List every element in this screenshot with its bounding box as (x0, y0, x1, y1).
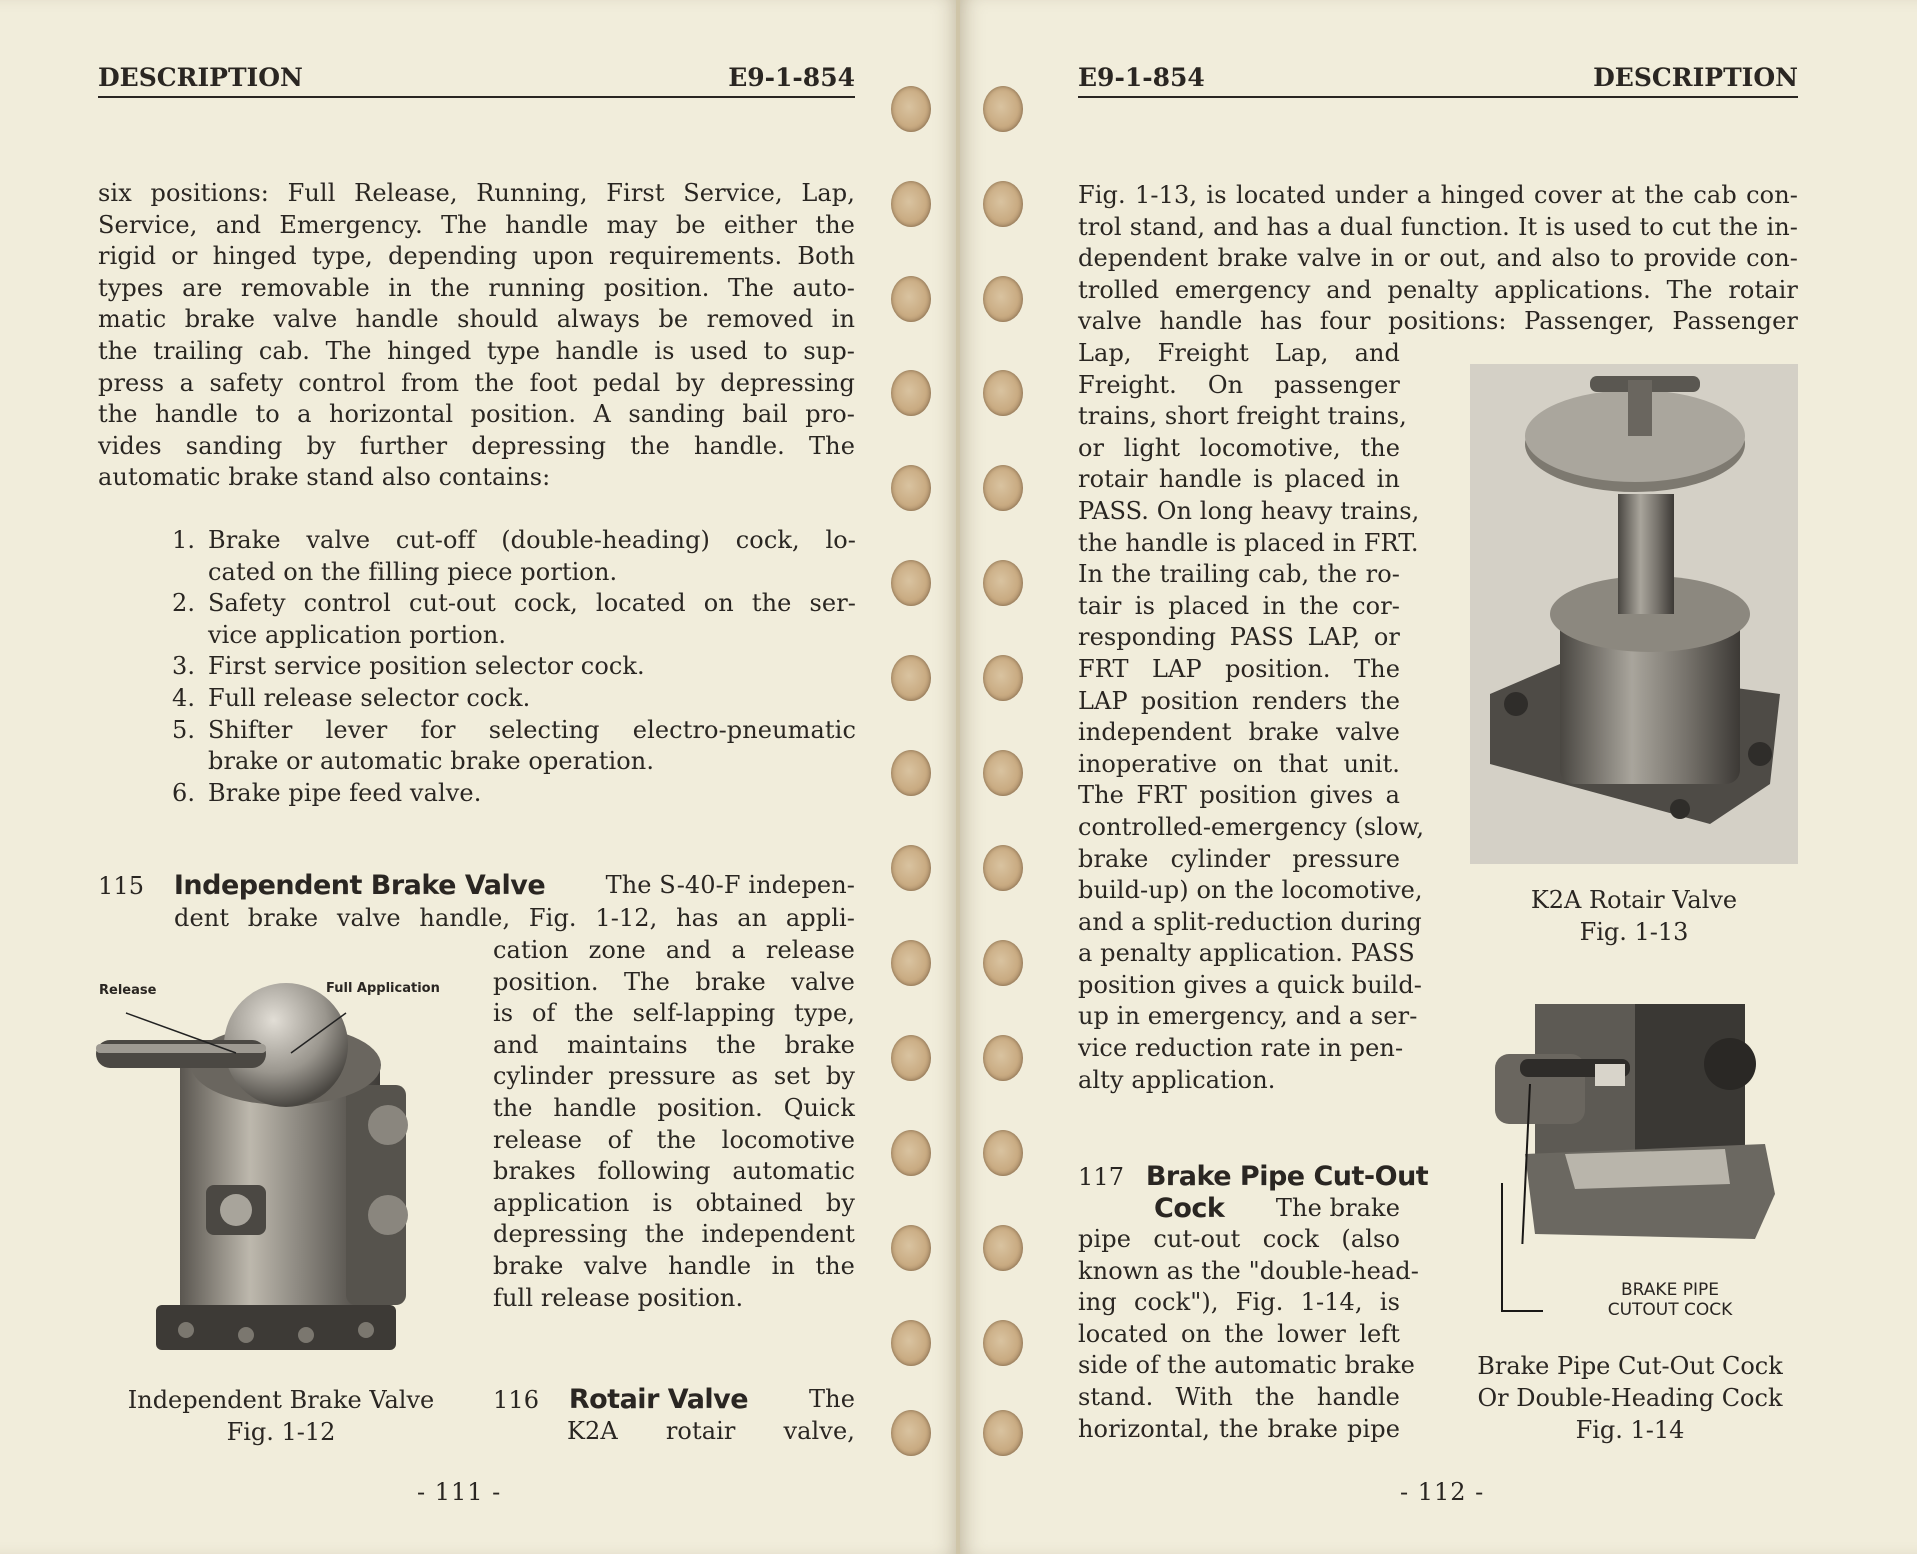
right-page-number: - 112 - (1400, 1478, 1485, 1506)
fig-1-12-label-full-application: Full Application (326, 981, 440, 996)
text-line: The FRT position gives a (1078, 781, 1400, 810)
text-line: and a split-reduction during (1078, 907, 1422, 936)
text-line: cylinder pressure as set by (493, 1062, 855, 1091)
text-line: cation zone and a release (493, 936, 855, 964)
text-line: press a safety control from the foot pedal by depressing (98, 368, 855, 397)
list-item-line (172, 525, 856, 557)
list-item-line (172, 778, 856, 810)
left-intro-paragraph (98, 178, 855, 494)
fig-1-14-caption-line1: Brake Pipe Cut-Out Cock (1477, 1352, 1783, 1380)
section-117-title-line1: Brake Pipe Cut-Out (1145, 1161, 1429, 1192)
binding-hole (891, 940, 931, 986)
text-line: position gives a quick build- (1078, 970, 1422, 999)
section-115-wrapped-text (493, 935, 855, 1314)
list-item-text: Brake valve cut-off (double-heading) cock, lo- (208, 526, 856, 554)
fig-1-14-label (1585, 1280, 1755, 1320)
left-page (0, 0, 958, 1554)
binding-hole (983, 370, 1023, 416)
fig-1-14-image (1475, 1004, 1785, 1244)
text-line: build-up) on the locomotive, (1078, 876, 1423, 905)
text-line: inoperative on that unit. (1078, 749, 1400, 778)
right-page-header (1078, 62, 1798, 98)
binding-hole (983, 86, 1023, 132)
text-line: Lap, Freight Lap, and (1078, 339, 1400, 367)
list-item-number: 6. (172, 778, 196, 807)
binding-hole (983, 276, 1023, 322)
text-line: PASS. On long heavy trains, (1078, 496, 1420, 525)
binding-hole (891, 845, 931, 891)
fig-1-12-label-release: Release (99, 983, 157, 998)
fig-1-12-caption-number: Fig. 1-12 (226, 1418, 336, 1446)
text-line: trains, short freight trains, (1078, 402, 1407, 431)
text-line: up in emergency, and a ser- (1078, 1002, 1418, 1031)
text-line: Fig. 1-13, is located under a hinged cover at the cab con- (1078, 181, 1798, 209)
list-item-line (172, 683, 856, 715)
brake-pipe-cutout-cock-illustration (1475, 1004, 1785, 1244)
section-116-title: Rotair Valve (568, 1384, 749, 1415)
section-116-line2-block (567, 1416, 855, 1448)
text-line: FRT LAP position. The (1078, 654, 1400, 683)
binding-hole (983, 1035, 1023, 1081)
section-117-line2-tail: The brake (1275, 1193, 1400, 1222)
text-line: the handle position. Quick (493, 1093, 855, 1122)
binding-hole (891, 370, 931, 416)
list-item-number: 1. (172, 526, 196, 554)
text-line: is of the self-lapping type, (493, 999, 855, 1028)
left-page-number: - 111 - (417, 1478, 502, 1506)
list-item-text: First service position selector cock. (208, 652, 645, 681)
fig-1-12-caption (98, 1384, 464, 1448)
text-line: the handle to a horizontal position. A sanding bail pro- (98, 400, 855, 429)
binding-hole (891, 1130, 931, 1176)
text-line: matic brake valve handle should always be removed in (98, 305, 855, 334)
text-line: and maintains the brake (493, 1030, 855, 1059)
fig-1-13-caption-number: Fig. 1-13 (1579, 918, 1689, 946)
text-line: trol stand, and has a dual function. It is used to cut the in- (1078, 212, 1798, 241)
list-item-text: vice application portion. (208, 620, 507, 649)
section-115-number: 115 (98, 872, 145, 900)
section-116-line1-tail: The (809, 1385, 855, 1413)
binding-hole (983, 181, 1023, 227)
text-line: a penalty application. PASS (1078, 939, 1415, 968)
text-line: automatic brake stand also contains: (98, 463, 551, 492)
fig-1-14-caption (1460, 1350, 1800, 1446)
text-line: vides sanding by further depressing the handle. The (98, 431, 855, 460)
binding-hole (891, 181, 931, 227)
binding-hole (891, 750, 931, 796)
text-line: independent brake valve (1078, 718, 1400, 747)
text-line: brakes following automatic (493, 1157, 855, 1186)
text-line: rotair handle is placed in (1078, 465, 1400, 494)
list-item-number: 4. (172, 683, 196, 712)
text-line: depressing the independent (493, 1220, 855, 1249)
left-numbered-list (172, 525, 856, 809)
binding-hole (891, 1320, 931, 1366)
binding-hole (891, 1225, 931, 1271)
fig-1-12-caption-title: Independent Brake Valve (127, 1386, 435, 1414)
list-item-text: cated on the filling piece portion. (208, 557, 618, 586)
text-line: Freight. On passenger (1078, 370, 1400, 399)
list-item-text: brake or automatic brake operation. (208, 747, 655, 776)
text-line: ing cock"), Fig. 1-14, is (1078, 1288, 1400, 1317)
right-header-code: E9-1-854 (1078, 63, 1205, 92)
binding-hole (983, 1130, 1023, 1176)
binding-hole (983, 560, 1023, 606)
text-line: controlled-emergency (slow, (1078, 812, 1425, 841)
text-line: known as the "double-head- (1078, 1256, 1419, 1285)
text-line: tair is placed in the cor- (1078, 591, 1400, 620)
fig-1-13-image (1470, 364, 1798, 864)
fig-1-14-leader-horizontal (1501, 1310, 1543, 1312)
list-item-number: 3. (172, 652, 196, 681)
text-line: trolled emergency and penalty applications. The rotair (1078, 275, 1798, 304)
fig-1-14-caption-line2: Or Double-Heading Cock (1477, 1384, 1783, 1412)
section-115-heading-line (98, 870, 855, 902)
right-wrapped-text (1078, 338, 1425, 1096)
fig-1-13-caption (1470, 884, 1798, 948)
text-line: side of the automatic brake (1078, 1351, 1415, 1380)
list-item-line (172, 651, 856, 683)
text-line: stand. With the handle (1078, 1382, 1400, 1411)
list-item-line (172, 588, 856, 620)
text-line: full release position. (493, 1283, 744, 1312)
section-116-block (493, 1384, 855, 1416)
right-header-title: DESCRIPTION (1593, 63, 1798, 92)
section-117-title-line2: Cock (1154, 1192, 1225, 1224)
text-line: responding PASS LAP, or (1078, 623, 1400, 652)
binding-hole (983, 940, 1023, 986)
text-line: rigid or hinged type, depending upon requirements. Both (98, 242, 855, 271)
binding-hole (891, 86, 931, 132)
text-line: dependent brake valve in or out, and also to provide con- (1078, 244, 1798, 273)
text-line: Service, and Emergency. The handle may be either the (98, 210, 855, 239)
right-page (960, 0, 1917, 1554)
text-line: the handle is placed in FRT. (1078, 528, 1419, 557)
left-header-title: DESCRIPTION (98, 63, 303, 92)
section-115-title: Independent Brake Valve (173, 870, 546, 901)
fig-1-14-leader-vertical (1501, 1183, 1503, 1311)
binding-hole (983, 845, 1023, 891)
binding-hole (983, 750, 1023, 796)
section-117-text (1078, 1224, 1419, 1445)
text-line: types are removable in the running position. The auto- (98, 273, 855, 302)
text-line: vice reduction rate in pen- (1078, 1034, 1404, 1063)
rotair-valve-illustration (1470, 364, 1798, 864)
list-item-text: Full release selector cock. (208, 683, 531, 712)
fig-1-14-label-line1: BRAKE PIPE (1621, 1280, 1719, 1300)
text-line: position. The brake valve (493, 967, 855, 996)
text-line: or light locomotive, the (1078, 433, 1400, 462)
binding-hole (983, 1225, 1023, 1271)
binding-hole (891, 1410, 931, 1456)
binding-hole (983, 1410, 1023, 1456)
fig-1-14-caption-number: Fig. 1-14 (1575, 1416, 1685, 1444)
section-115-second-line: dent brake valve handle, Fig. 1-12, has an appli- (174, 904, 855, 932)
fig-1-13-caption-title: K2A Rotair Valve (1530, 886, 1738, 914)
section-116-number: 116 (493, 1386, 540, 1414)
section-116-line2: K2A rotair valve, (567, 1417, 855, 1445)
list-item-text: Safety control cut-out cock, located on the ser- (208, 589, 856, 618)
list-item-text: Brake pipe feed valve. (208, 778, 482, 807)
binding-hole (891, 560, 931, 606)
fig-1-14-label-line2: CUTOUT COCK (1607, 1300, 1733, 1320)
text-line: horizontal, the brake pipe (1078, 1414, 1400, 1443)
text-line: pipe cut-out cock (also (1078, 1225, 1400, 1253)
list-item-text: Shifter lever for selecting electro-pneumatic (208, 715, 856, 744)
binding-hole (983, 1320, 1023, 1366)
binding-hole (983, 465, 1023, 511)
text-line: valve handle has four positions: Passenger, Passenger (1078, 307, 1798, 336)
binding-hole (891, 465, 931, 511)
list-item-number: 5. (172, 715, 196, 744)
text-line: release of the locomotive (493, 1125, 855, 1154)
list-item-line (172, 715, 856, 747)
section-117-heading (1078, 1161, 1429, 1224)
right-intro-full-width (1078, 180, 1798, 338)
text-line: brake cylinder pressure (1078, 844, 1400, 873)
list-item-line (172, 620, 856, 652)
section-115-first-line-tail: The S-40-F indepen- (605, 871, 855, 899)
list-item-line (172, 746, 856, 778)
list-item-number: 2. (172, 589, 196, 618)
text-line: six positions: Full Release, Running, First Service, Lap, (98, 179, 855, 207)
text-line: alty application. (1078, 1065, 1276, 1094)
binding-hole (891, 1035, 931, 1081)
list-item-line (172, 557, 856, 589)
text-line: brake valve handle in the (493, 1251, 855, 1280)
text-line: located on the lower left (1078, 1319, 1400, 1348)
text-line: In the trailing cab, the ro- (1078, 560, 1400, 589)
text-line: LAP position renders the (1078, 686, 1400, 715)
fig-1-12-image (96, 975, 446, 1355)
left-page-header (98, 62, 855, 98)
section-117-number: 117 (1078, 1163, 1125, 1191)
text-line: the trailing cab. The hinged type handle is used to sup- (98, 336, 855, 365)
left-header-code: E9-1-854 (728, 63, 855, 92)
binding-hole (891, 655, 931, 701)
independent-brake-valve-illustration (96, 975, 446, 1355)
text-line: application is obtained by (493, 1188, 855, 1217)
section-115-second-line-block (174, 903, 855, 935)
binding-hole (983, 655, 1023, 701)
binding-hole (891, 276, 931, 322)
